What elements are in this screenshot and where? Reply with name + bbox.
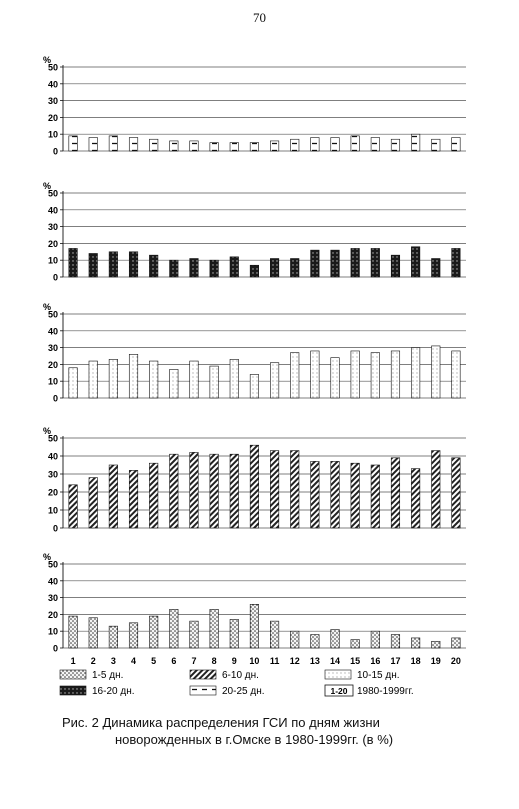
bar-1-3 (109, 136, 118, 151)
bar-1-4 (129, 138, 138, 151)
bar-5-11 (270, 621, 279, 648)
bar-1-18 (411, 134, 420, 151)
bar-5-4 (129, 623, 138, 648)
x-tick-label: 18 (410, 656, 421, 666)
x-tick-label: 2 (90, 656, 96, 666)
figure-caption (62, 714, 492, 748)
legend-label: 1980-1999гг. (357, 686, 414, 697)
legend-swatch (325, 670, 351, 679)
bar-3-11 (270, 363, 279, 398)
y-tick-label: 30 (47, 343, 58, 354)
bar-5-20 (452, 638, 461, 648)
bar-3-9 (230, 359, 239, 398)
y-axis-label: % (42, 181, 52, 191)
bar-4-5 (149, 463, 158, 528)
y-tick-label: 40 (47, 79, 58, 90)
bar-2-19 (432, 259, 441, 277)
bar-4-9 (230, 454, 239, 528)
legend-swatch (190, 670, 216, 679)
y-axis-label: % (42, 55, 52, 65)
bar-5-7 (190, 621, 199, 648)
y-tick-label: 30 (47, 96, 58, 107)
x-tick-label: 15 (350, 656, 361, 666)
legend-swatch (190, 686, 216, 695)
bar-1-15 (351, 136, 360, 151)
y-tick-label: 10 (47, 255, 58, 266)
bar-5-8 (210, 609, 219, 648)
y-tick-label: 40 (47, 451, 58, 462)
x-tick-label: 16 (370, 656, 381, 666)
y-tick-label: 20 (47, 609, 58, 620)
legend-item-l6 (325, 685, 414, 697)
x-tick-label: 7 (191, 656, 197, 666)
y-tick-label: 0 (52, 393, 58, 404)
x-tick-label: 5 (151, 656, 157, 666)
legend-label: 6-10 дн. (222, 670, 259, 681)
y-axis-label: % (42, 552, 52, 562)
bar-2-15 (351, 248, 360, 277)
bar-5-15 (351, 640, 360, 648)
x-tick-label: 11 (269, 656, 280, 666)
x-axis-labels (71, 656, 461, 666)
legend-label: 20-25 дн. (222, 686, 265, 697)
bar-1-5 (149, 139, 158, 151)
bar-1-13 (311, 138, 320, 151)
bar-5-1 (69, 616, 78, 648)
bar-1-12 (290, 139, 299, 151)
y-tick-label: 0 (52, 643, 58, 654)
x-tick-label: 12 (289, 656, 300, 666)
legend-label: 10-15 дн. (357, 670, 400, 681)
bar-chart-panel-5 (43, 552, 466, 654)
bar-2-6 (170, 260, 179, 277)
bar-4-14 (331, 461, 340, 528)
caption-line-2: новорожденных в г.Омске в 1980-1999гг. (в %) (115, 732, 394, 747)
bar-2-5 (149, 255, 158, 277)
bar-4-8 (210, 454, 219, 528)
bar-chart-panel-1 (43, 55, 466, 157)
x-tick-label: 14 (330, 656, 341, 666)
bar-3-10 (250, 374, 258, 398)
bar-1-8 (210, 143, 219, 151)
bar-3-7 (190, 361, 199, 398)
y-tick-label: 10 (47, 505, 58, 516)
bar-3-8 (210, 366, 219, 398)
x-tick-label: 13 (309, 656, 320, 666)
bar-3-18 (411, 348, 420, 398)
y-tick-label: 50 (47, 188, 58, 199)
bar-2-12 (290, 259, 299, 277)
page-number: 70 (253, 10, 266, 25)
bar-3-12 (290, 353, 299, 398)
y-tick-label: 50 (47, 433, 58, 444)
y-tick-label: 10 (47, 129, 58, 140)
bar-1-17 (391, 139, 400, 151)
y-tick-label: 50 (47, 62, 58, 73)
bar-4-19 (432, 451, 441, 528)
bar-4-15 (351, 463, 360, 528)
legend (60, 670, 414, 697)
bar-chart-panel-3 (43, 302, 466, 404)
y-tick-label: 20 (47, 487, 58, 498)
x-tick-label: 1 (70, 656, 76, 666)
x-tick-label: 10 (249, 656, 260, 666)
bar-3-16 (371, 353, 380, 398)
bar-3-2 (89, 361, 98, 398)
bar-1-14 (331, 138, 340, 151)
y-tick-label: 40 (47, 205, 58, 216)
x-tick-label: 19 (430, 656, 441, 666)
bar-4-2 (89, 478, 98, 528)
y-tick-label: 0 (52, 523, 58, 534)
bar-5-17 (391, 635, 400, 648)
x-tick-label: 8 (211, 656, 217, 666)
legend-label: 16-20 дн. (92, 686, 135, 697)
bar-2-10 (250, 265, 258, 277)
y-tick-label: 0 (52, 272, 58, 283)
bar-4-6 (170, 454, 179, 528)
bar-3-20 (452, 351, 461, 398)
y-axis-label: % (42, 302, 52, 312)
bar-2-11 (270, 259, 279, 277)
y-tick-label: 40 (47, 576, 58, 587)
bar-3-5 (149, 361, 158, 398)
legend-item-l4 (60, 686, 135, 697)
bar-3-17 (391, 351, 400, 398)
bar-2-2 (89, 253, 98, 277)
y-tick-label: 50 (47, 559, 58, 570)
bar-3-1 (69, 368, 78, 398)
y-tick-label: 30 (47, 593, 58, 604)
legend-swatch (60, 686, 86, 695)
x-tick-label: 3 (110, 656, 116, 666)
bar-3-14 (331, 358, 340, 398)
bar-2-8 (210, 260, 219, 277)
legend-label: 1-5 дн. (92, 670, 124, 681)
y-axis-label: % (42, 426, 52, 436)
bar-4-10 (250, 445, 258, 528)
legend-item-l3 (325, 670, 400, 681)
bar-3-13 (311, 351, 320, 398)
bar-4-1 (69, 485, 78, 528)
y-tick-label: 10 (47, 626, 58, 637)
bar-5-10 (250, 604, 258, 648)
y-tick-label: 20 (47, 238, 58, 249)
x-tick-label: 17 (390, 656, 401, 666)
bar-2-1 (69, 248, 78, 277)
bar-1-16 (371, 138, 380, 151)
y-tick-label: 30 (47, 469, 58, 480)
bar-1-2 (89, 138, 98, 151)
bar-4-13 (311, 461, 320, 528)
legend-item-l2 (190, 670, 259, 681)
bar-5-9 (230, 619, 239, 648)
y-tick-label: 10 (47, 376, 58, 387)
bar-5-16 (371, 631, 380, 648)
bar-1-9 (230, 143, 239, 151)
bar-5-13 (311, 635, 320, 648)
x-tick-label: 6 (171, 656, 177, 666)
y-tick-label: 20 (47, 112, 58, 123)
bar-4-7 (190, 452, 199, 528)
bar-5-19 (432, 641, 441, 648)
bar-4-12 (290, 451, 299, 528)
bar-chart-panel-4 (43, 426, 466, 534)
bar-1-1 (69, 136, 78, 151)
bar-1-11 (270, 141, 279, 151)
bar-2-9 (230, 257, 239, 277)
bar-3-15 (351, 351, 360, 398)
bar-3-19 (432, 346, 441, 398)
x-tick-label: 4 (131, 656, 137, 666)
bar-1-10 (250, 143, 258, 151)
bar-2-7 (190, 259, 199, 277)
y-tick-label: 30 (47, 222, 58, 233)
bar-4-18 (411, 469, 420, 528)
bar-2-4 (129, 252, 138, 277)
y-tick-label: 20 (47, 359, 58, 370)
y-tick-label: 40 (47, 326, 58, 337)
bar-3-4 (129, 354, 138, 398)
bar-1-6 (170, 141, 179, 151)
legend-item-l5 (190, 686, 265, 697)
y-tick-label: 50 (47, 309, 58, 320)
y-tick-label: 0 (52, 146, 58, 157)
bar-2-18 (411, 247, 420, 277)
bar-5-12 (290, 631, 299, 648)
bar-5-3 (109, 626, 118, 648)
bar-2-17 (391, 255, 400, 277)
bar-5-5 (149, 616, 158, 648)
bar-4-17 (391, 458, 400, 528)
bar-5-14 (331, 630, 340, 648)
x-tick-label: 20 (450, 656, 461, 666)
bar-5-18 (411, 638, 420, 648)
x-tick-label: 9 (231, 656, 237, 666)
bar-chart-panel-2 (43, 181, 466, 283)
bar-2-20 (452, 248, 461, 277)
bar-2-14 (331, 250, 340, 277)
caption-line-1: Рис. 2 Динамика распределения ГСИ по дням жизни (62, 715, 380, 730)
bar-4-11 (270, 451, 279, 528)
bar-3-6 (170, 369, 179, 398)
bar-4-20 (452, 458, 461, 528)
bar-5-6 (170, 609, 179, 648)
bar-4-3 (109, 465, 118, 528)
bar-4-16 (371, 465, 380, 528)
bar-2-13 (311, 250, 320, 277)
bar-4-4 (129, 470, 138, 528)
bar-1-7 (190, 141, 199, 151)
bar-1-20 (452, 138, 461, 151)
bar-1-19 (432, 139, 441, 151)
legend-swatch (60, 670, 86, 679)
bar-5-2 (89, 618, 98, 648)
bar-3-3 (109, 359, 118, 398)
bar-2-3 (109, 252, 118, 277)
legend-item-l1 (60, 670, 123, 681)
legend-box-label: 1-20 (330, 686, 348, 696)
bar-2-16 (371, 248, 380, 277)
